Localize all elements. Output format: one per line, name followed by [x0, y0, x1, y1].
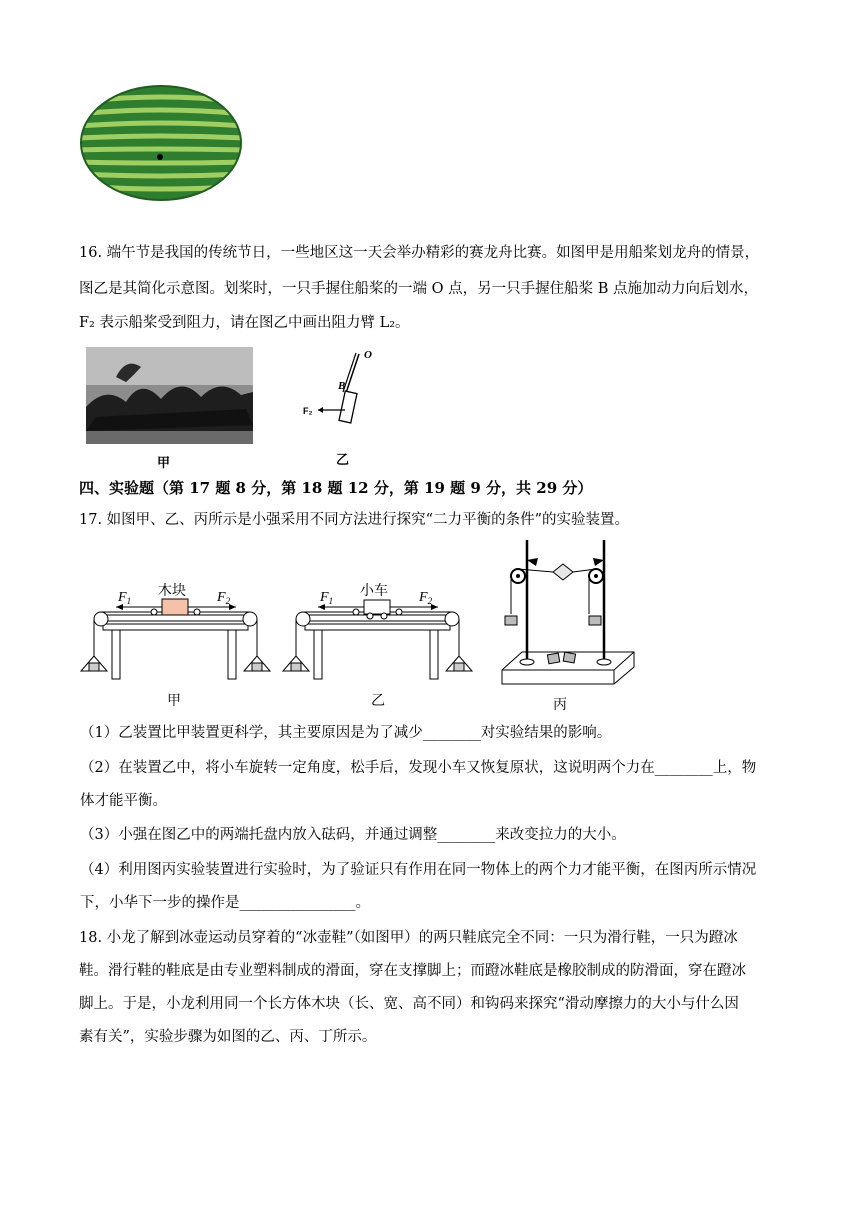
label-O: O: [364, 349, 372, 361]
q17-caption-bing: 丙: [553, 697, 567, 713]
q17-part-2a: （2）在装置乙中，将小车旋转一定角度，松手后，发现小车又恢复原状，这说明两个力在________上，物: [80, 760, 757, 776]
label-F1: $F_1$: [320, 590, 334, 606]
label-F2: $F_2$: [217, 590, 231, 606]
apparatus-jia: [78, 568, 273, 683]
label-F1: $F_1$: [118, 590, 132, 606]
q17-part-3: （3）小强在图乙中的两端托盘内放入砝码，并通过调整________来改变拉力的大小。: [80, 827, 626, 843]
label-F2: F₂: [303, 406, 313, 416]
apparatus-yi: [280, 568, 475, 683]
q18-line-2: 鞋。滑行鞋的鞋底是由专业塑料制成的滑面，穿在支撑脚上；而蹬冰鞋底是橡胶制成的防滑面，穿在蹬冰: [79, 963, 746, 979]
q17-caption-jia: 甲: [167, 693, 181, 709]
label-F2: $F_2$: [419, 590, 433, 606]
oar-diagram: [298, 348, 378, 433]
q16-line-1: 16. 端午节是我国的传统节日，一些地区这一天会举办精彩的赛龙舟比赛。如图甲是用船桨划龙舟的情景，: [79, 245, 760, 261]
q17-part-4b: 下，小华下一步的操作是________________。: [80, 895, 370, 911]
q17-part-1: （1）乙装置比甲装置更科学，其主要原因是为了减少________对实验结果的影响。: [80, 725, 612, 741]
q17-part-4a: （4）利用图丙实验装置进行实验时，为了验证只有作用在同一物体上的两个力才能平衡，在图丙所示情况: [80, 862, 757, 878]
q18-line-4: 素有关”，实验步骤为如图的乙、丙、丁所示。: [79, 1029, 377, 1045]
label-block: 木块: [158, 583, 186, 599]
dragon-boat-photo: [86, 347, 253, 444]
section-heading: 四、实验题（第 17 题 8 分，第 18 题 12 分，第 19 题 9 分，共 29 分）: [79, 479, 593, 497]
q16-line-2: 图乙是其简化示意图。划桨时，一只手握住船桨的一端 O 点，另一只手握住船桨 B 点施加动力向后划水，: [79, 281, 758, 297]
q17-caption-yi: 乙: [371, 693, 385, 709]
apparatus-bing: [500, 536, 640, 686]
q18-line-3: 脚上。于是，小龙利用同一个长方体木块（长、宽、高不同）和钩码来探究“滑动摩擦力的大小与什么因: [79, 996, 739, 1012]
q17-intro: 17. 如图甲、乙、丙所示是小强采用不同方法进行探究“二力平衡的条件”的实验装置。: [79, 512, 629, 528]
q17-part-2b: 体才能平衡。: [80, 793, 167, 809]
label-B: B: [338, 380, 346, 392]
q16-caption-jia: 甲: [157, 456, 171, 471]
q16-caption-yi: 乙: [336, 453, 350, 468]
label-cart: 小车: [360, 583, 388, 599]
watermelon-figure: [78, 84, 244, 202]
q16-line-3: F₂ 表示船桨受到阻力，请在图乙中画出阻力臂 L₂。: [79, 315, 410, 331]
q18-line-1: 18. 小龙了解到冰壶运动员穿着的“冰壶鞋”（如图甲）的两只鞋底完全不同：一只为滑行鞋，一只为蹬冰: [79, 930, 738, 946]
